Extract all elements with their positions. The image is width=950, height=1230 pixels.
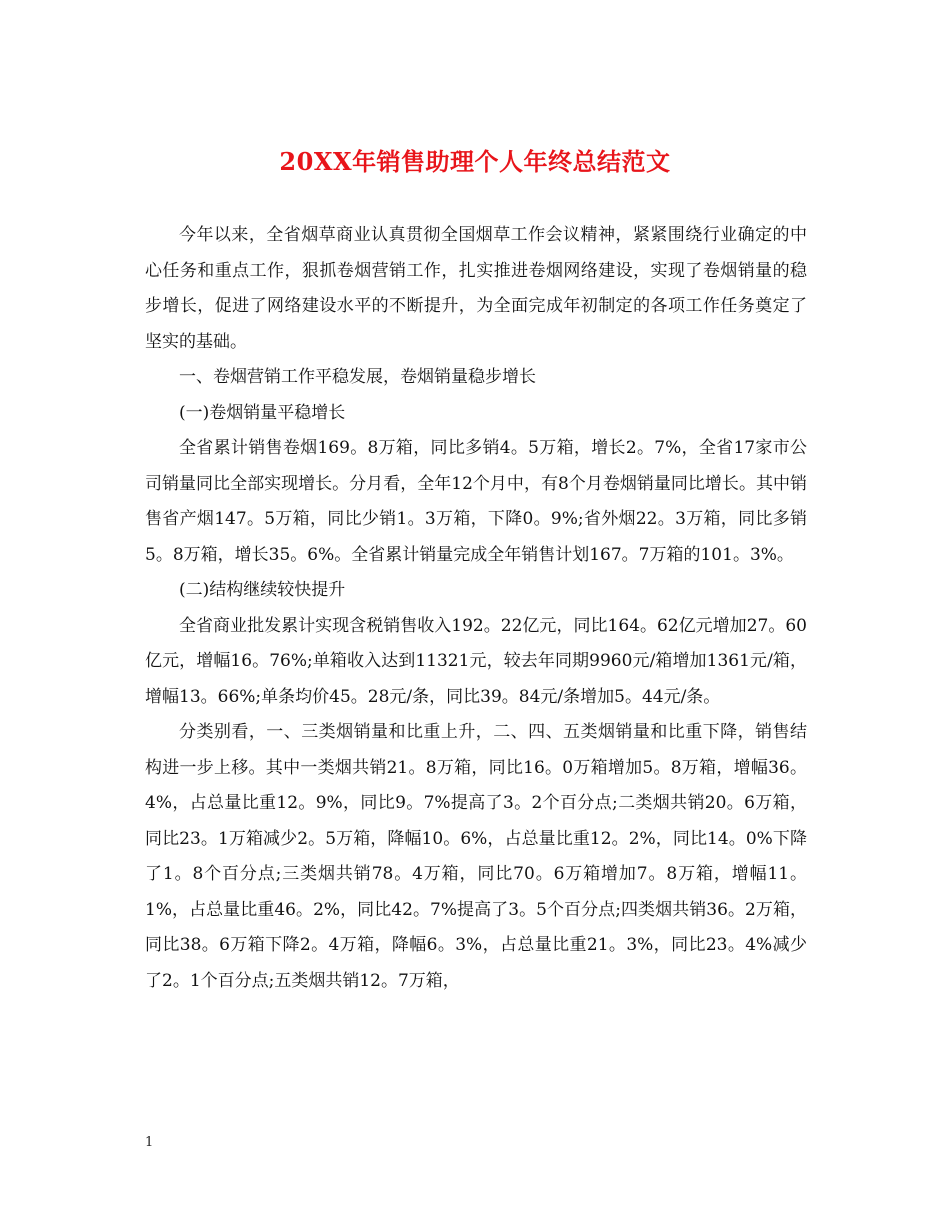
subsection-heading: (一)卷烟销量平稳增长 <box>179 402 346 423</box>
document-body <box>145 218 807 999</box>
subsection-heading: (二)结构继续较快提升 <box>179 580 346 600</box>
intro-paragraph: 今年以来，全省烟草商业认真贯彻全国烟草工作会议精神，紧紧围绕行业确定的中心任务和重点工作，狠抓卷烟营销工作，扎实推进卷烟网络建设，实现了卷烟销量的稳步增长，促进了网络建设水平的不断提升，为全面完成年初制定的各项工作任务奠定了坚实的基础。 <box>145 225 807 352</box>
document-title: 20XX年销售助理个人年终总结范文 <box>279 147 671 176</box>
section-heading: 一、卷烟营销工作平稳发展，卷烟销量稳步增长 <box>179 367 536 387</box>
page-number: 1 <box>145 1135 154 1150</box>
category-analysis-paragraph: 分类别看，一、三类烟销量和比重上升，二、四、五类烟销量和比重下降，销售结构进一步上移。其中一类烟共销21。8万箱，同比16。0万箱增加5。8万箱，增幅36。4%，占总量比重12。9%，同比9。7%提高了3。2个百分点;二类烟共销20。6万箱，同比23。1万箱减少2。5万箱，降幅10。6%，占总量比重12。2%，同比14。0%下降了1。8个百分点;三类烟共销78。4万箱，同比70。6万箱增加7。8万箱，增幅11。1%，占总量比重46。2%，同比42。7%提高了3。5个百分点;四类烟共销36。2万箱，同比38。6万箱下降2。4万箱，降幅6。3%，占总量比重21。3%，同比23。4%减少了2。1个百分点;五类烟共销12。7万箱， <box>145 722 807 991</box>
sales-revenue-paragraph: 全省商业批发累计实现含税销售收入192。22亿元，同比164。62亿元增加27。60亿元，增幅16。76%;单箱收入达到11321元，较去年同期9960元/箱增加1361元/箱，增幅13。66%;单条均价45。28元/条，同比39。84元/条增加5。44元/条。 <box>145 615 807 707</box>
sales-volume-paragraph: 全省累计销售卷烟169。8万箱，同比多销4。5万箱，增长2。7%，全省17家市公司销量同比全部实现增长。分月看，全年12个月中，有8个月卷烟销量同比增长。其中销售省产烟147。5万箱，同比少销1。3万箱，下降0。9%;省外烟22。3万箱，同比多销5。8万箱，增长35。6%。全省累计销量完成全年销售计划167。7万箱的101。3%。 <box>145 438 807 565</box>
